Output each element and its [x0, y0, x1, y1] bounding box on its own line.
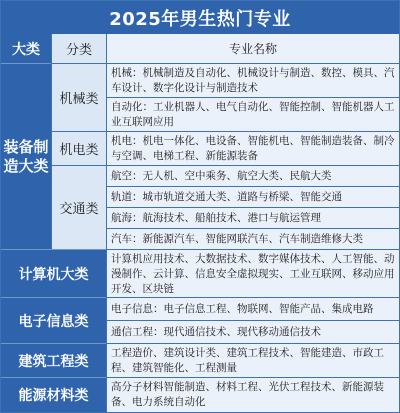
major-row: 机电：机电一体化、电设备、智能机电、智能制造装备、制冷与空调、电梯工程、新能源装备 [106, 131, 399, 165]
major-row: 自动化：工业机器人、电气自动化、智能控制、智能机器人工业互联网应用 [106, 97, 399, 131]
subcategory-transport: 交通类 [51, 165, 106, 249]
category-energy: 能源材料类 [1, 377, 106, 412]
major-row: 电子信息：电子信息工程、物联网、智能产品、集成电路 [106, 297, 399, 320]
category-construction: 建筑工程类 [1, 343, 106, 377]
header-majors: 专业名称 [106, 34, 399, 63]
subcategory-electromech: 机电类 [51, 131, 106, 165]
major-row: 汽车：新能源汽车、智能网联汽车、汽车制造维修大类 [106, 228, 399, 249]
major-row: 工程造价、建筑设计类、建筑工程技术、智能建造、市政工程、建筑智能化、工程测量 [106, 343, 399, 377]
subcategory-mechanical: 机械类 [51, 63, 106, 131]
major-row: 高分子材料智能制造、材料工程、光伏工程技术、新能源装备、电力系统自动化 [106, 377, 399, 412]
major-row: 航海：航海技术、船舶技术、港口与航运管理 [106, 207, 399, 228]
major-row: 轨道：城市轨道交通大类、道路与桥梁、智能交通 [106, 186, 399, 207]
category-electronic: 电子信息类 [1, 297, 106, 343]
category-label: 装备制造大类 [3, 137, 49, 175]
category-computer: 计算机大类 [1, 249, 106, 297]
header-subcategory: 分类 [51, 34, 106, 63]
header-category: 大类 [1, 34, 51, 63]
major-row: 航空：无人机、空中乘务、航空大类、民航大类 [106, 165, 399, 186]
table-title: 2025年男生热门专业 [1, 1, 399, 34]
major-row: 计算机应用技术、大数据技术、数字媒体技术、人工智能、动漫制作、云计算、信息安全虚拟现实、工业互联网、移动应用开发、区块链 [106, 249, 399, 297]
major-row: 通信工程：现代通信技术、现代移动通信技术 [106, 320, 399, 343]
category-equipment [1, 63, 51, 249]
major-row: 机械：机械制造及自动化、机械设计与制造、数控、模具、汽车设计、数字化设计与制造技术 [106, 63, 399, 97]
